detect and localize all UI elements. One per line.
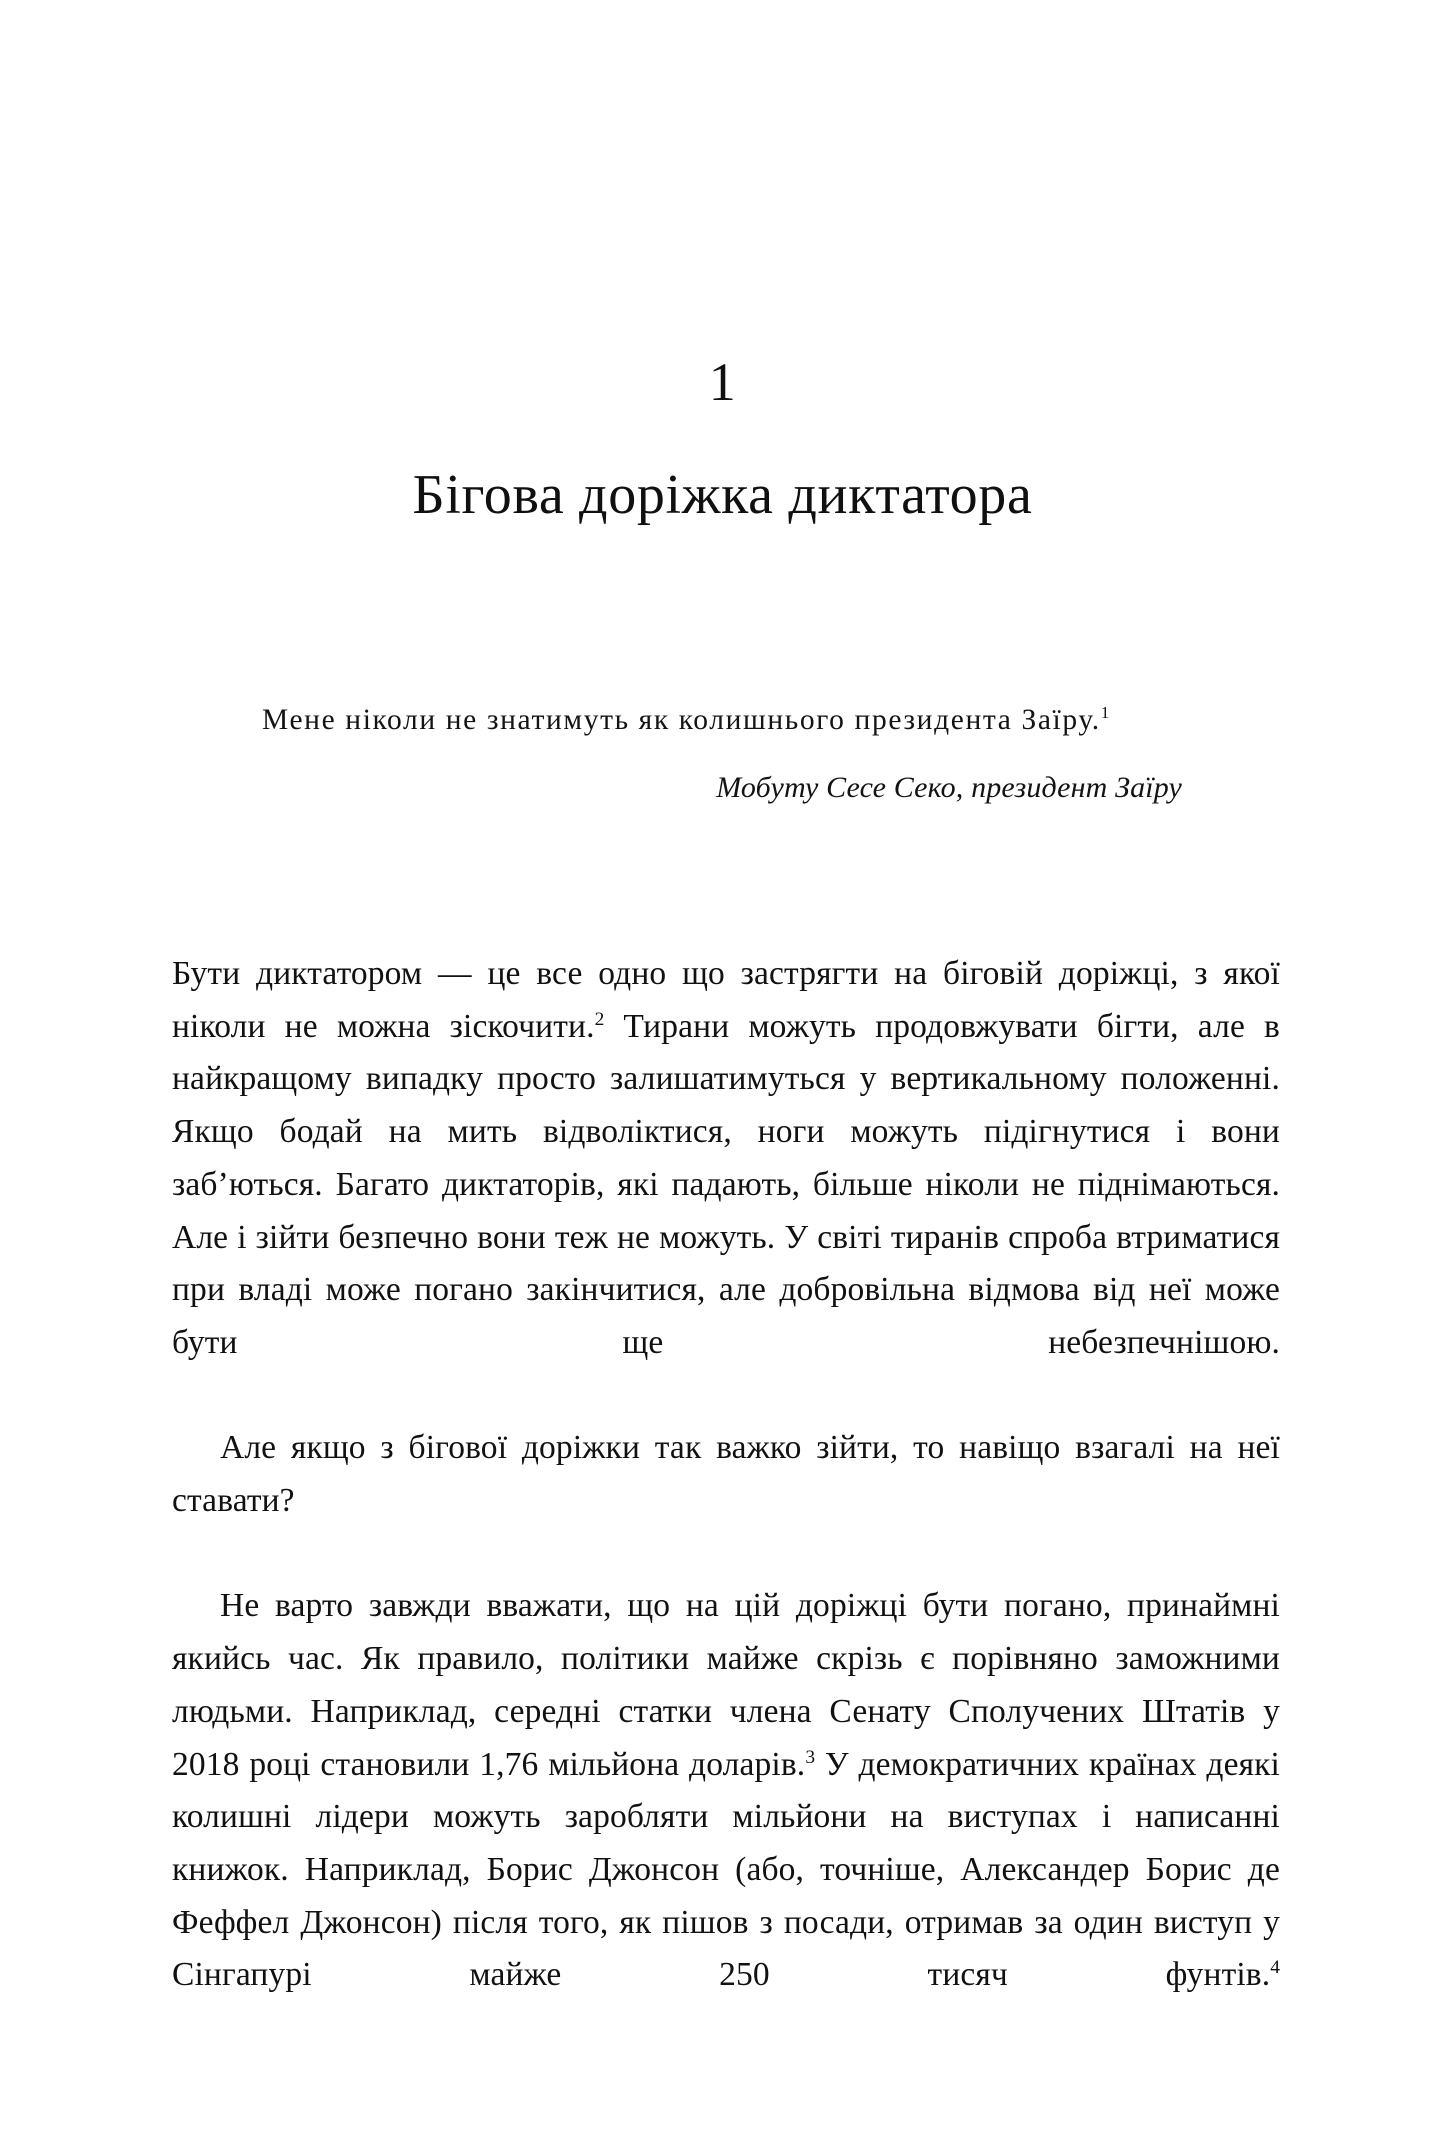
footnote-marker: 4 — [1270, 1957, 1280, 1979]
paragraph-text: Але якщо з бігової доріжки так важко зійти, то навіщо взагалі на неї ставати? — [172, 1429, 1280, 1520]
epigraph-attribution: Мобуту Сесе Секо, президент Заїру — [716, 770, 1182, 804]
paragraph-text: Бути диктатором — це все одно що застрягти на біговій доріжці, з якої ніколи не можна зіскочити. — [172, 955, 1280, 1045]
footnote-marker: 2 — [594, 1008, 605, 1030]
footnote-marker: 3 — [805, 1746, 816, 1768]
chapter-header — [0, 352, 1445, 564]
paragraph-text: Тирани можуть продовжувати бігти, але в найкращому випадку просто залишатимуться у вертикальному положенні. Якщо бодай на мить відволіктися, ноги можуть підігнутися і вони заб’ються. Багато диктаторів, які падають, більше ніколи не піднімаються. Але і зійти безпечно вони теж не можуть. У світі тиранів спроба втриматися при владі може погано закінчитися, але добровільна відмова від неї може бути ще небезпечнішою. — [172, 1007, 1280, 1361]
epigraph-quote — [262, 700, 1182, 742]
chapter-number: 1 — [708, 352, 737, 412]
footnote-marker: 1 — [1100, 703, 1110, 723]
body-paragraph — [172, 1580, 1280, 2054]
paragraph-text: Не варто завжди вважати, що на цій доріжці бути погано, принаймні якийсь час. Як правило, політики майже скрізь є порівняно заможними людьми. Наприклад, середні статки члена Сенату Сполучених Штатів у 2018 році становили 1,76 мільйона доларів. — [172, 1587, 1280, 1783]
paragraph-text: У демократичних країнах деякі колишні лідери можуть заробляти мільйони на виступах і написанні книжок. Наприклад, Борис Джонсон (або, точніше, Александер Борис де Феффел Джонсон) після того, як пішов з посади, отримав за один виступ у Сінгапурі майже 250 тисяч фунтів. — [172, 1745, 1280, 1994]
epigraph-quote-text: Мене ніколи не знатимуть як колишнього президента Заїру. — [262, 704, 1101, 736]
body-paragraph — [172, 948, 1280, 1422]
body-paragraph — [172, 1422, 1280, 1580]
chapter-title: Бігова доріжка диктатора — [412, 464, 1033, 526]
body-text — [172, 948, 1280, 2055]
epigraph — [262, 700, 1182, 807]
